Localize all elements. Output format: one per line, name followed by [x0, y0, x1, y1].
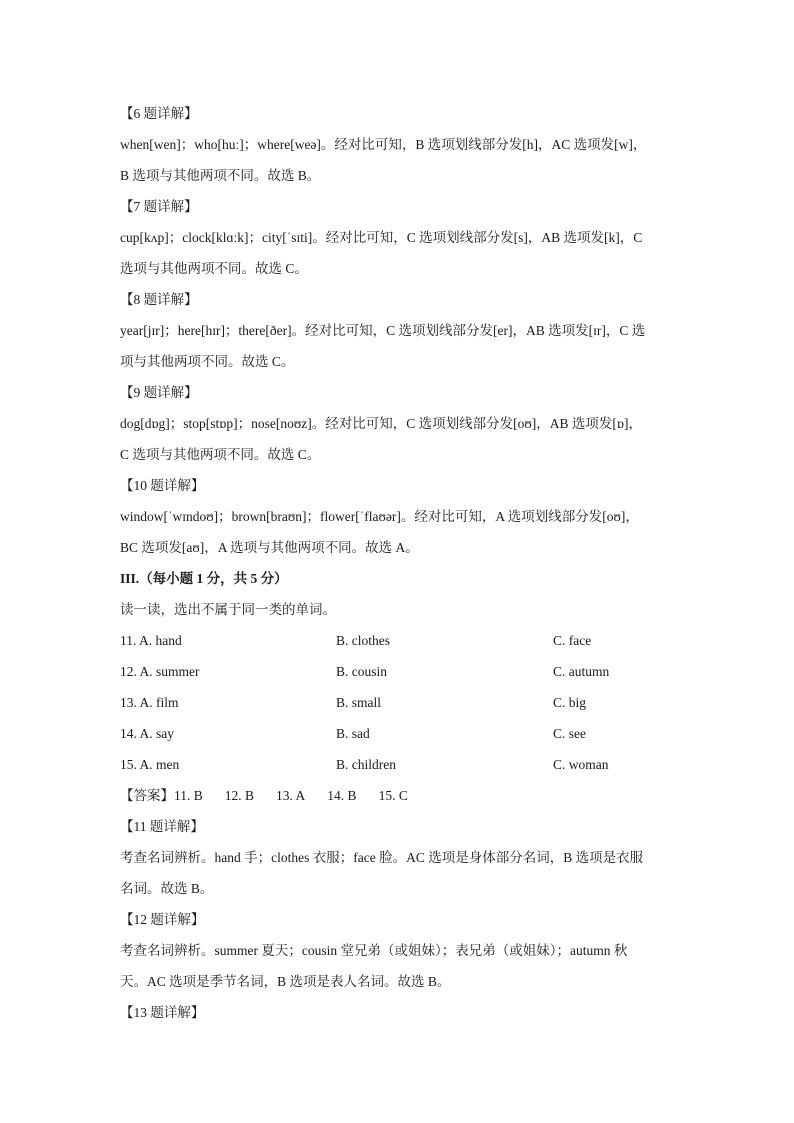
document-page	[120, 98, 680, 1028]
q11-line-1: 考查名词辨析。hand 手；clothes 衣服；face 脸。AC 选项是身体部分名词，B 选项是衣服	[120, 850, 644, 865]
option-a: 13. A. film	[120, 695, 179, 710]
q11-line-2: 名词。故选 B。	[120, 881, 214, 896]
q6-line-1: when[wen]；who[huː]；where[weə]。经对比可知，B 选项划线部分发[h]，AC 选项发[w]，	[120, 137, 647, 152]
answer-item: 14. B	[327, 788, 357, 803]
q12-line-2: 天。AC 选项是季节名词，B 选项是表人名词。故选 B。	[120, 974, 451, 989]
option-a: 11. A. hand	[120, 633, 182, 648]
answer-line	[120, 780, 680, 811]
question-row	[120, 625, 680, 656]
answer-item: 15. C	[378, 788, 408, 803]
option-b: B. clothes	[336, 633, 390, 648]
option-c: C. autumn	[553, 664, 610, 679]
q8-line-2: 项与其他两项不同。故选 C。	[120, 354, 295, 369]
q10-line-2: BC 选项发[aʊ]，A 选项与其他两项不同。故选 A。	[120, 540, 419, 555]
question-row	[120, 749, 680, 780]
q12-line-1: 考查名词辨析。summer 夏天；cousin 堂兄弟（或姐妹）；表兄弟（或姐妹）；autumn 秋	[120, 943, 628, 958]
option-c: C. big	[553, 695, 587, 710]
q9-line-2: C 选项与其他两项不同。故选 C。	[120, 447, 321, 462]
q7-line-2: 选项与其他两项不同。故选 C。	[120, 261, 308, 276]
question-row	[120, 718, 680, 749]
answer-item: 11. B	[174, 788, 203, 803]
q9-line-1: dog[dɒg]；stop[stɒp]；nose[noʊz]。经对比可知，C 选项划线部分发[oʊ]，AB 选项发[ɒ]，	[120, 416, 642, 431]
question-row	[120, 656, 680, 687]
part3-instruction: 读一读，选出不属于同一类的单词。	[120, 602, 336, 617]
q13-heading: 【13 题详解】	[120, 1005, 205, 1020]
answer-label: 【答案】	[120, 788, 174, 803]
option-c: C. see	[553, 726, 586, 741]
q8-heading: 【8 题详解】	[120, 292, 198, 307]
answer-item: 13. A	[276, 788, 306, 803]
option-a: 15. A. men	[120, 757, 180, 772]
option-b: B. sad	[336, 726, 370, 741]
option-b: B. cousin	[336, 664, 388, 679]
option-b: B. children	[336, 757, 396, 772]
option-a: 12. A. summer	[120, 664, 200, 679]
q6-line-2: B 选项与其他两项不同。故选 B。	[120, 168, 321, 183]
q12-heading: 【12 题详解】	[120, 912, 205, 927]
option-c: C. woman	[553, 757, 609, 772]
q8-line-1: year[jɪr]；here[hɪr]；there[ðer]。经对比可知，C 选项划线部分发[er]，AB 选项发[ɪr]，C 选	[120, 323, 646, 338]
option-a: 14. A. say	[120, 726, 174, 741]
answer-item: 12. B	[224, 788, 255, 803]
option-b: B. small	[336, 695, 382, 710]
option-c: C. face	[553, 633, 592, 648]
part3-title: III.（每小题 1 分，共 5 分）	[120, 571, 288, 586]
q7-line-1: cup[kʌp]；clock[klɑːk]；city[ˈsɪti]。经对比可知，C 选项划线部分发[s]，AB 选项发[k]，C	[120, 230, 643, 245]
q11-heading: 【11 题详解】	[120, 819, 204, 834]
q10-line-1: window[ˈwɪndoʊ]；brown[braʊn]；flower[ˈflaʊər]。经对比可知，A 选项划线部分发[oʊ]，	[120, 509, 639, 524]
q6-heading: 【6 题详解】	[120, 106, 198, 121]
q10-heading: 【10 题详解】	[120, 478, 205, 493]
q9-heading: 【9 题详解】	[120, 385, 198, 400]
question-row	[120, 687, 680, 718]
q7-heading: 【7 题详解】	[120, 199, 198, 214]
